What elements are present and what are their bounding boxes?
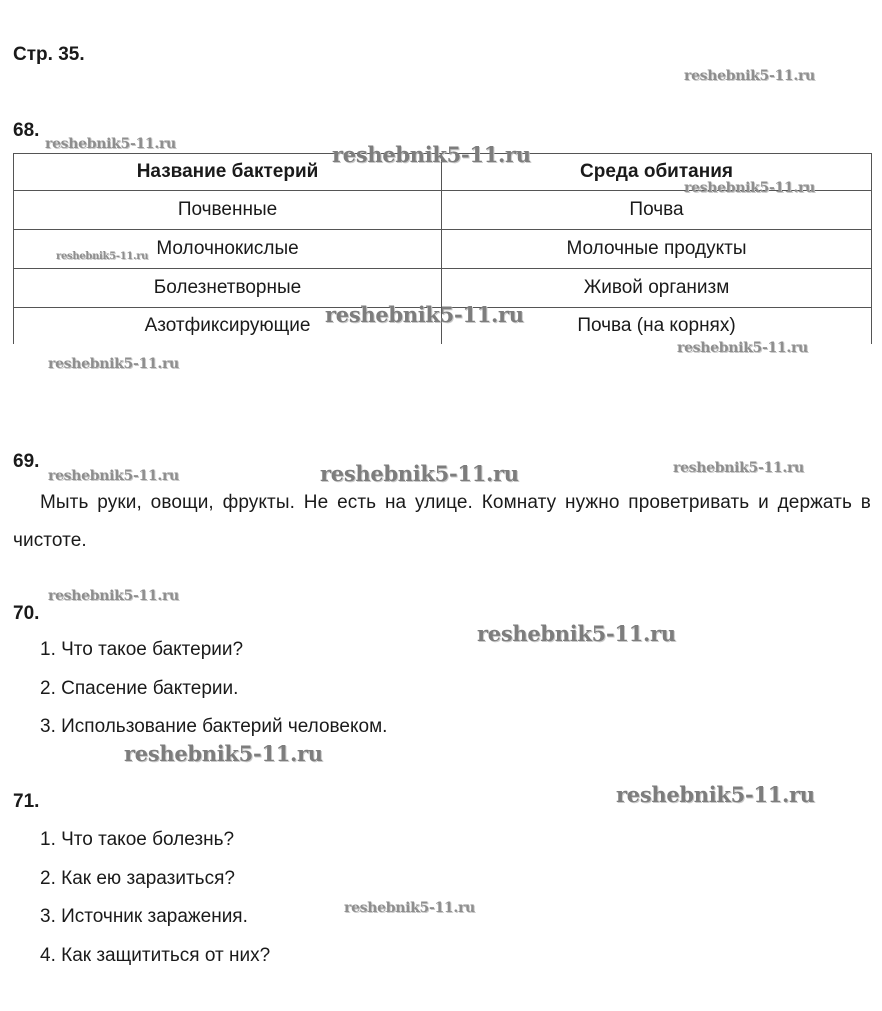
table-cell-habitat: Живой организм [442,269,872,308]
table-cell-habitat: Почва (на корнях) [442,308,872,345]
task-number-68: 68. [13,120,40,141]
task-70-plan-list [40,638,387,754]
task-71-plan-list [40,828,270,982]
table-cell-habitat: Молочные продукты [442,230,872,269]
table-cell-bacteria: Азотфиксирующие [14,308,442,345]
table-row [14,191,872,230]
table-cell-bacteria: Молочнокислые [14,230,442,269]
watermark: reshebnik5-11.ru [673,460,804,476]
list-item: 1. Что такое болезнь? [40,829,235,850]
watermark: reshebnik5-11.ru [325,302,524,327]
watermark: reshebnik5-11.ru [124,741,323,766]
table-row [14,269,872,308]
watermark: reshebnik5-11.ru [332,142,531,167]
list-item: 1. Что такое бактерии? [40,639,244,660]
watermark: reshebnik5-11.ru [677,340,808,356]
task-number-71: 71. [13,791,40,812]
column-header-habitat: Среда обитания [442,154,872,191]
watermark: reshebnik5-11.ru [48,356,179,372]
watermark: reshebnik5-11.ru [48,468,179,484]
list-item: 3. Использование бактерий человеком. [40,716,388,737]
watermark: reshebnik5-11.ru [56,251,149,262]
watermark: reshebnik5-11.ru [477,621,676,646]
task-number-69: 69. [13,451,40,472]
list-item: 4. Как защититься от них? [40,944,271,966]
table-row [14,308,872,345]
table-row [14,230,872,269]
watermark: reshebnik5-11.ru [616,782,815,807]
watermark: reshebnik5-11.ru [344,900,475,916]
watermark: reshebnik5-11.ru [684,180,815,196]
list-item: 2. Как ею заразиться? [40,867,235,889]
watermark: reshebnik5-11.ru [684,68,815,84]
table-cell-habitat: Почва [442,191,872,230]
table-header-row [14,154,872,191]
task-number-70: 70. [13,603,40,624]
watermark: reshebnik5-11.ru [320,461,519,486]
watermark: reshebnik5-11.ru [48,588,179,604]
list-item: 3. Источник заражения. [40,906,248,927]
watermark: reshebnik5-11.ru [45,136,176,152]
list-item: 2. Спасение бактерии. [40,677,239,699]
column-header-bacteria-name: Название бактерий [14,154,442,191]
table-cell-bacteria: Почвенные [14,191,442,230]
task-69-answer: Мыть руки, овощи, фрукты. Не есть на улице. Комнату нужно проветривать и держать в чистоте. [13,492,871,551]
bacteria-habitat-table [13,153,872,344]
page-reference: Стр. 35. [13,44,85,65]
table-cell-bacteria: Болезнетворные [14,269,442,308]
